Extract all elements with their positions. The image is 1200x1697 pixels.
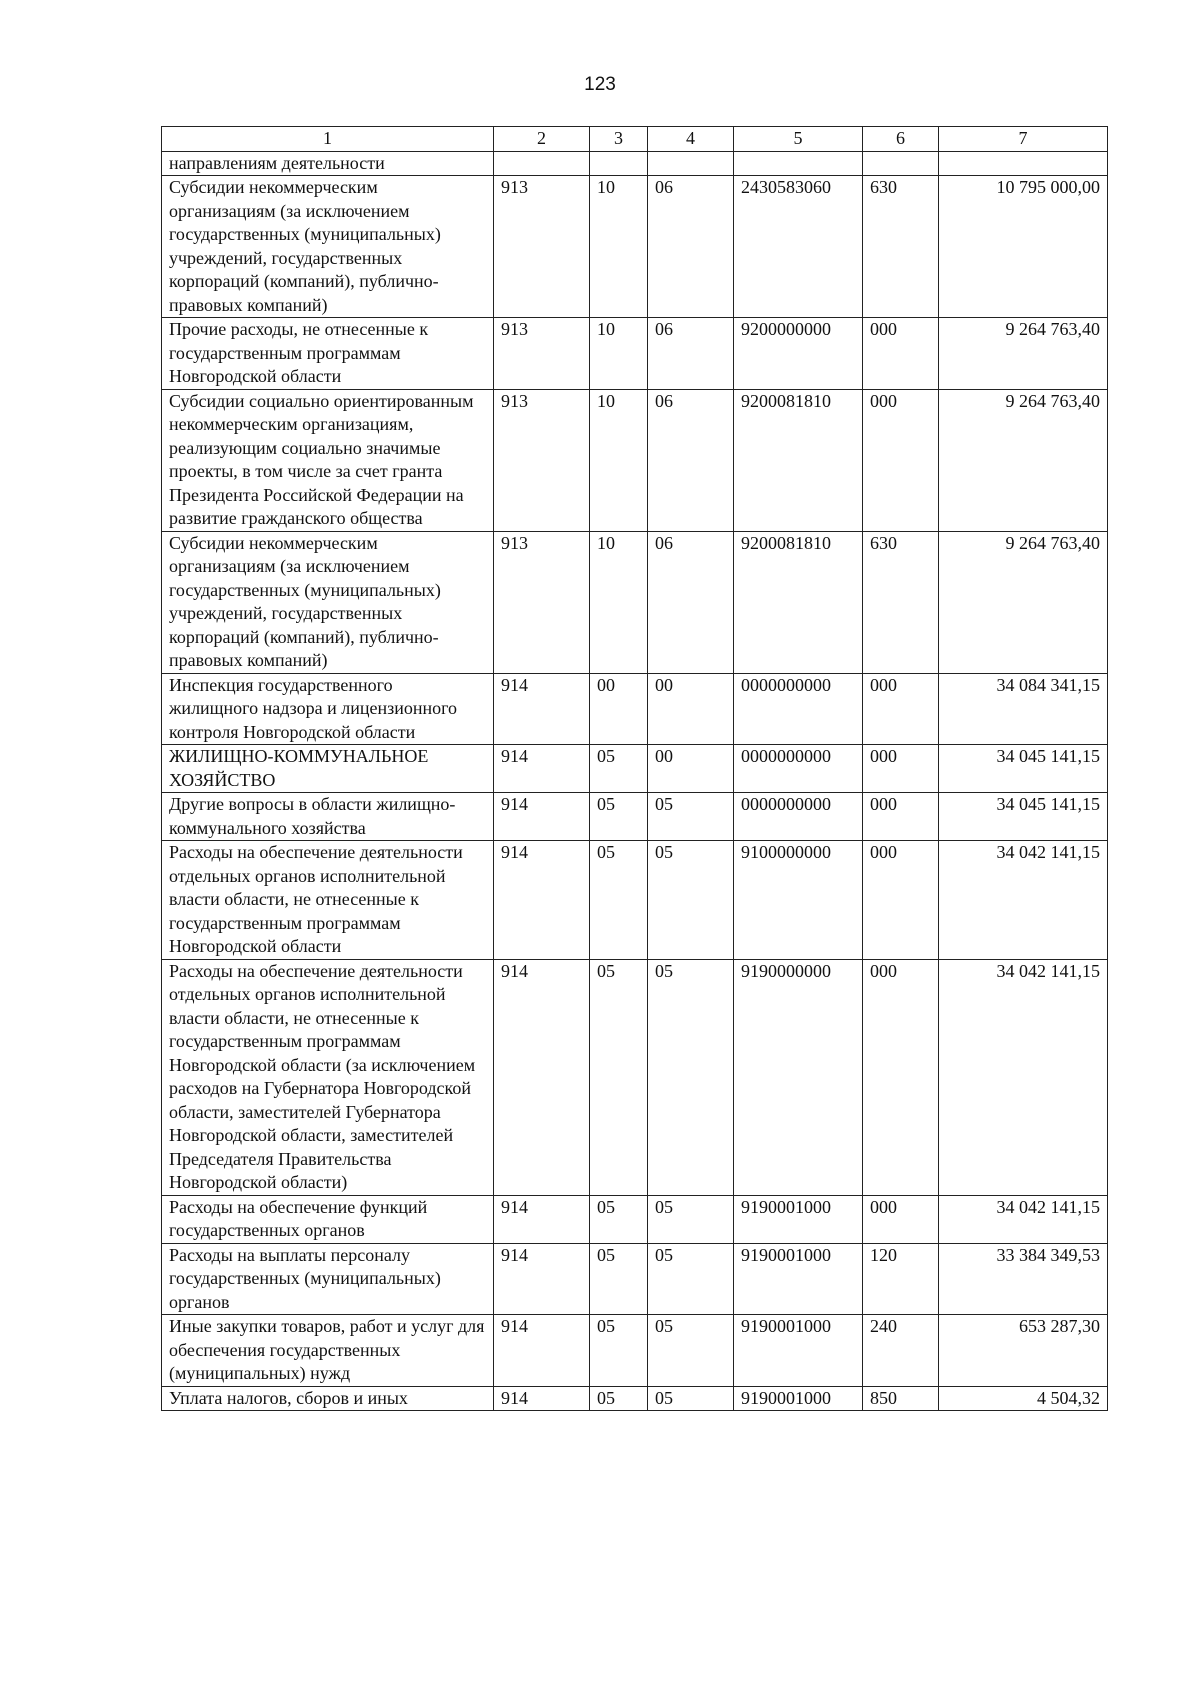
- code-col5: 9190001000: [734, 1195, 863, 1243]
- item-name: направлениям деятельности: [162, 151, 494, 176]
- code-col6: [863, 151, 939, 176]
- amount: 33 384 349,53: [939, 1243, 1108, 1315]
- table-row: [162, 531, 1108, 673]
- amount: 10 795 000,00: [939, 176, 1108, 318]
- code-col6: 000: [863, 841, 939, 960]
- code-col4: 05: [648, 1243, 734, 1315]
- code-col3: 10: [590, 176, 648, 318]
- code-col2: 913: [494, 176, 590, 318]
- code-col4: 06: [648, 531, 734, 673]
- code-col4: 05: [648, 793, 734, 841]
- amount: 34 042 141,15: [939, 841, 1108, 960]
- budget-table: [161, 126, 1108, 1411]
- item-name: ЖИЛИЩНО-КОММУНАЛЬНОЕ ХОЗЯЙСТВО: [162, 745, 494, 793]
- code-col2: 914: [494, 673, 590, 745]
- code-col2: 914: [494, 1386, 590, 1411]
- code-col5: 0000000000: [734, 673, 863, 745]
- amount: 34 084 341,15: [939, 673, 1108, 745]
- column-header: 4: [648, 127, 734, 152]
- column-header: 3: [590, 127, 648, 152]
- code-col6: 120: [863, 1243, 939, 1315]
- code-col5: 9190001000: [734, 1386, 863, 1411]
- amount: 653 287,30: [939, 1315, 1108, 1387]
- item-name: Прочие расходы, не отнесенные к государственным программам Новгородской области: [162, 318, 494, 390]
- code-col3: 05: [590, 1195, 648, 1243]
- table-row: [162, 793, 1108, 841]
- code-col2: [494, 151, 590, 176]
- column-header: 7: [939, 127, 1108, 152]
- code-col6: 000: [863, 389, 939, 531]
- code-col5: 0000000000: [734, 793, 863, 841]
- code-col4: 06: [648, 318, 734, 390]
- code-col6: 000: [863, 793, 939, 841]
- code-col4: 05: [648, 1386, 734, 1411]
- code-col4: 05: [648, 1195, 734, 1243]
- code-col5: 9190001000: [734, 1243, 863, 1315]
- code-col6: 000: [863, 1195, 939, 1243]
- code-col3: 10: [590, 389, 648, 531]
- code-col3: 05: [590, 841, 648, 960]
- item-name: Инспекция государственного жилищного надзора и лицензионного контроля Новгородской области: [162, 673, 494, 745]
- code-col2: 914: [494, 959, 590, 1195]
- code-col5: 9190000000: [734, 959, 863, 1195]
- code-col5: 9190001000: [734, 1315, 863, 1387]
- code-col2: 913: [494, 318, 590, 390]
- code-col3: 05: [590, 1386, 648, 1411]
- code-col6: 630: [863, 176, 939, 318]
- code-col3: 05: [590, 745, 648, 793]
- code-col5: 9200081810: [734, 531, 863, 673]
- column-header: 6: [863, 127, 939, 152]
- item-name: Иные закупки товаров, работ и услуг для обеспечения государственных (муниципальных) нужд: [162, 1315, 494, 1387]
- code-col6: 630: [863, 531, 939, 673]
- code-col2: 914: [494, 1195, 590, 1243]
- amount: [939, 151, 1108, 176]
- code-col5: 9100000000: [734, 841, 863, 960]
- amount: 4 504,32: [939, 1386, 1108, 1411]
- amount: 34 045 141,15: [939, 745, 1108, 793]
- item-name: Субсидии некоммерческим организациям (за исключением государственных (муниципальных) учреждений, государственных корпораций (компаний), публично-правовых компаний): [162, 176, 494, 318]
- code-col3: 10: [590, 531, 648, 673]
- item-name: Уплата налогов, сборов и иных: [162, 1386, 494, 1411]
- code-col6: 000: [863, 318, 939, 390]
- table-header-row: [162, 127, 1108, 152]
- table-row: [162, 1243, 1108, 1315]
- item-name: Расходы на обеспечение функций государственных органов: [162, 1195, 494, 1243]
- code-col4: 05: [648, 841, 734, 960]
- item-name: Расходы на обеспечение деятельности отдельных органов исполнительной власти области, не отнесенные к государственным программам Новгородской области: [162, 841, 494, 960]
- table-row: [162, 151, 1108, 176]
- code-col2: 913: [494, 531, 590, 673]
- table-row: [162, 1386, 1108, 1411]
- table-row: [162, 959, 1108, 1195]
- code-col5: 0000000000: [734, 745, 863, 793]
- item-name: Субсидии социально ориентированным некоммерческим организациям, реализующим социально значимые проекты, в том числе за счет гранта Президента Российской Федерации на развитие гражданского общества: [162, 389, 494, 531]
- table-row: [162, 318, 1108, 390]
- code-col3: 00: [590, 673, 648, 745]
- item-name: Другие вопросы в области жилищно-коммунального хозяйства: [162, 793, 494, 841]
- code-col4: 05: [648, 959, 734, 1195]
- item-name: Расходы на выплаты персоналу государственных (муниципальных) органов: [162, 1243, 494, 1315]
- table-row: [162, 1195, 1108, 1243]
- table-row: [162, 176, 1108, 318]
- column-header: 1: [162, 127, 494, 152]
- code-col6: 000: [863, 745, 939, 793]
- amount: 34 042 141,15: [939, 959, 1108, 1195]
- amount: 9 264 763,40: [939, 389, 1108, 531]
- table-row: [162, 841, 1108, 960]
- item-name: Субсидии некоммерческим организациям (за исключением государственных (муниципальных) учреждений, государственных корпораций (компаний), публично-правовых компаний): [162, 531, 494, 673]
- table-row: [162, 745, 1108, 793]
- amount: 34 045 141,15: [939, 793, 1108, 841]
- code-col5: 9200081810: [734, 389, 863, 531]
- amount: 9 264 763,40: [939, 318, 1108, 390]
- code-col3: 05: [590, 959, 648, 1195]
- code-col5: 9200000000: [734, 318, 863, 390]
- code-col6: 000: [863, 673, 939, 745]
- table-row: [162, 389, 1108, 531]
- table-row: [162, 1315, 1108, 1387]
- code-col2: 914: [494, 793, 590, 841]
- code-col2: 914: [494, 841, 590, 960]
- code-col2: 914: [494, 1315, 590, 1387]
- code-col4: 06: [648, 176, 734, 318]
- amount: 34 042 141,15: [939, 1195, 1108, 1243]
- code-col4: 00: [648, 745, 734, 793]
- code-col5: 2430583060: [734, 176, 863, 318]
- code-col4: 05: [648, 1315, 734, 1387]
- code-col3: [590, 151, 648, 176]
- code-col3: 05: [590, 793, 648, 841]
- code-col4: 00: [648, 673, 734, 745]
- code-col2: 914: [494, 1243, 590, 1315]
- code-col2: 913: [494, 389, 590, 531]
- column-header: 2: [494, 127, 590, 152]
- code-col4: 06: [648, 389, 734, 531]
- table-row: [162, 673, 1108, 745]
- code-col3: 05: [590, 1243, 648, 1315]
- item-name: Расходы на обеспечение деятельности отдельных органов исполнительной власти области, не отнесенные к государственным программам Новгородской области (за исключением расходов на Губернатора Новгородской области, заместителей Губернатора Новгородской области, заместителей Председателя Правительства Новгородской области): [162, 959, 494, 1195]
- code-col5: [734, 151, 863, 176]
- code-col6: 850: [863, 1386, 939, 1411]
- code-col4: [648, 151, 734, 176]
- amount: 9 264 763,40: [939, 531, 1108, 673]
- code-col3: 10: [590, 318, 648, 390]
- code-col6: 000: [863, 959, 939, 1195]
- code-col3: 05: [590, 1315, 648, 1387]
- column-header: 5: [734, 127, 863, 152]
- code-col2: 914: [494, 745, 590, 793]
- code-col6: 240: [863, 1315, 939, 1387]
- page-number: 123: [584, 74, 616, 95]
